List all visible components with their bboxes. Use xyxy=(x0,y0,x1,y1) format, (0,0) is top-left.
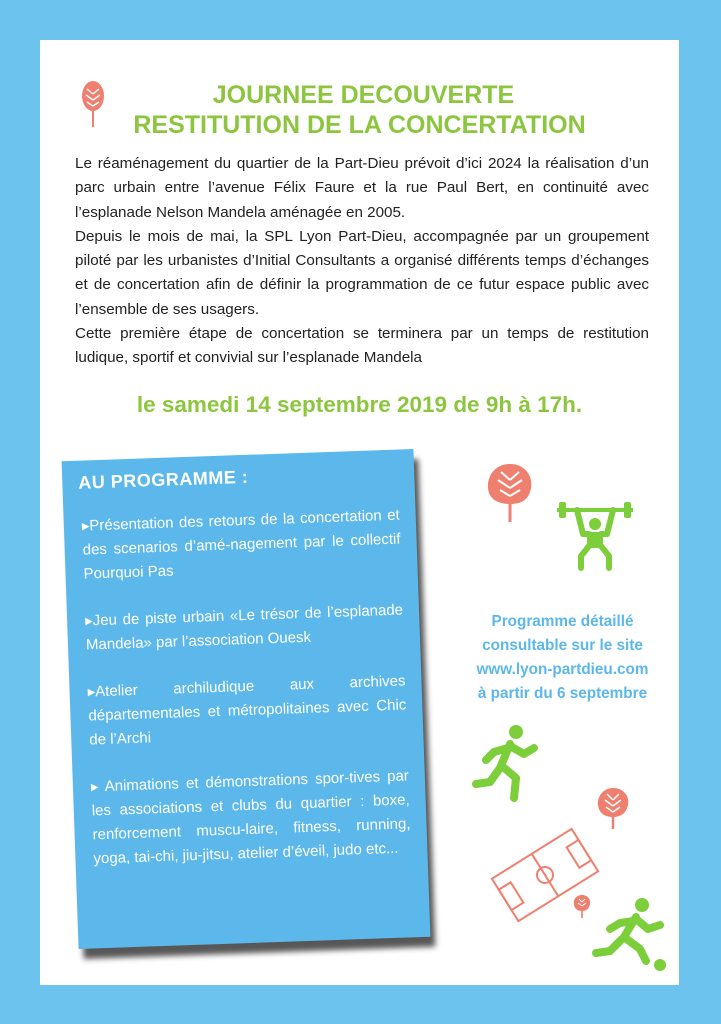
info-line-4: à partir du 6 septembre xyxy=(477,685,648,702)
title-line-2: RESTITUTION DE LA CONCERTATION xyxy=(133,111,586,139)
intro-paragraph-2: Depuis le mois de mai, la SPL Lyon Part-Dieu, accompagnée par un groupement piloté par les urbanistes d’Initial Consultants a organisé différents temps d’échanges et de concertation afin de définir la programmation de ce futur espace public avec l’ensemble de ses usagers. xyxy=(75,227,649,318)
flyer-page xyxy=(40,40,679,985)
football-player-icon xyxy=(588,895,672,975)
info-line-2: consultable sur le site xyxy=(482,637,643,654)
programme-list xyxy=(81,504,412,895)
weightlifter-icon xyxy=(555,500,635,572)
programme-heading: AU PROGRAMME : xyxy=(78,466,249,493)
flyer-title xyxy=(40,80,679,140)
programme-item: ▸ Animations et démonstrations spor-tives par les associations et clubs du quartier : boxe, renforcement muscu-laire, fitness, running, yoga, tai-chi, jiu-jitsu, atelier d’éveil, judo etc... xyxy=(90,767,411,868)
programme-item: ▸Jeu de piste urbain «Le trésor de l’esplanade Mandela» par l’association Ouesk xyxy=(84,601,404,654)
intro-paragraph-1: Le réaménagement du quartier de la Part-Dieu prévoit d’ici 2024 la réalisation d’un parc urbain entre l’avenue Félix Faure et la rue Paul Bert, en continuité avec l’esplanade Nelson Mandela aménagée en 2005. xyxy=(75,155,649,221)
info-website-link[interactable]: www.lyon-partdieu.com xyxy=(476,661,649,678)
programme-item: ▸Atelier archiludique aux archives départementales et métropolitaines avec Chic de l’Archi xyxy=(87,672,407,749)
title-line-1: JOURNEE DECOUVERTE xyxy=(212,81,515,109)
tree-icon xyxy=(595,785,631,831)
programme-card xyxy=(62,449,431,949)
programme-item: ▸Présentation des retours de la concertation et des scenarios d’amé-nagement par le collectif Pourquoi Pas xyxy=(81,506,401,583)
event-date: le samedi 14 septembre 2019 de 9h à 17h. xyxy=(136,392,583,417)
intro-paragraph-3: Cette première étape de concertation se terminera par un temps de restitution ludique, sportif et convivial sur l’esplanade Mandela xyxy=(75,325,649,367)
intro-text xyxy=(75,152,649,371)
runner-icon xyxy=(472,722,542,802)
info-line-1: Programme détaillé xyxy=(491,613,634,630)
program-info xyxy=(440,610,685,706)
tree-icon xyxy=(485,460,535,524)
